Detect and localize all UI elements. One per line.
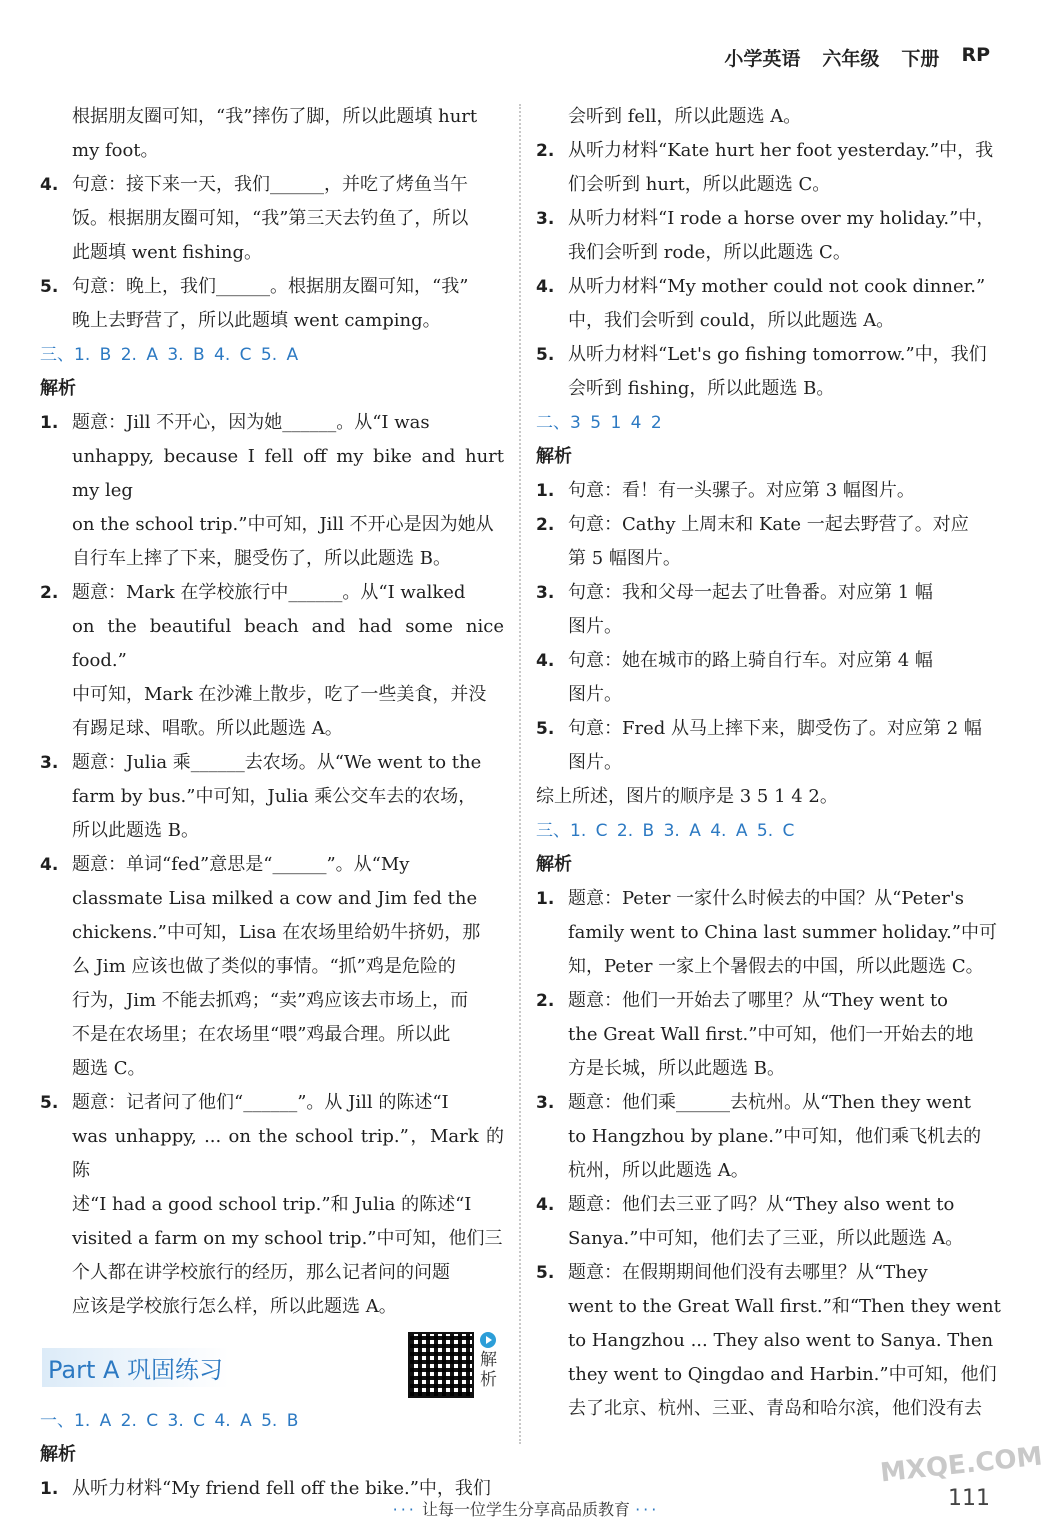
text-line: visited a farm on my school trip.”中可知，他们三 bbox=[72, 1228, 503, 1249]
text-line: 知，Peter 一家上个暑假去的中国，所以此题选 C。 bbox=[568, 956, 984, 977]
qr-code-icon[interactable] bbox=[408, 1332, 474, 1398]
header-subject: 小学英语 bbox=[724, 48, 801, 70]
text-line: 句意：接下来一天，我们______，并吃了烤鱼当午 bbox=[72, 174, 468, 195]
right-jiexi2-heading: 解析 bbox=[536, 854, 572, 875]
item-text bbox=[568, 270, 1002, 338]
text-line: to Hangzhou ... They also went to Sanya. Then bbox=[568, 1330, 994, 1351]
text-line: 方是长城，所以此题选 B。 bbox=[568, 1058, 785, 1079]
text-line: 题意：他们去三亚了吗？从“They also went to bbox=[568, 1194, 955, 1215]
right-section3-answer: 三、1. C 2. B 3. A 4. A 5. C bbox=[536, 821, 795, 841]
list-item bbox=[40, 1086, 504, 1324]
item-number: 4. bbox=[536, 1195, 555, 1215]
text-line: 会听到 fishing，所以此题选 B。 bbox=[568, 378, 835, 399]
item-number: 5. bbox=[536, 345, 555, 365]
text-line: classmate Lisa milked a cow and Jim fed the bbox=[72, 888, 478, 909]
header-grade: 六年级 bbox=[822, 48, 880, 70]
qr-label: 解析 bbox=[480, 1350, 497, 1390]
text-line: 图片。 bbox=[568, 752, 622, 773]
part-a-banner bbox=[40, 1330, 504, 1404]
list-item bbox=[536, 1188, 1002, 1256]
text-line: 杭州，所以此题选 A。 bbox=[568, 1160, 749, 1181]
item-number: 5. bbox=[536, 719, 555, 739]
item-text bbox=[568, 338, 1002, 406]
page-number: 111 bbox=[948, 1486, 990, 1511]
item-text bbox=[72, 576, 504, 746]
text-line: 题意：Peter 一家什么时候去的中国？从“Peter's bbox=[568, 888, 964, 909]
item-number: 2. bbox=[536, 515, 555, 535]
left-jiexi-heading: 解析 bbox=[40, 378, 76, 399]
header-volume: 下册 bbox=[901, 48, 940, 70]
list-item bbox=[40, 576, 504, 746]
text-line: 句意：Fred 从马上摔下来，脚受伤了。对应第 2 幅 bbox=[568, 718, 982, 739]
right-section3-items bbox=[536, 882, 1002, 1426]
text-line: Sanya.”中可知，他们去了三亚，所以此题选 A。 bbox=[568, 1228, 964, 1249]
item-number: 2. bbox=[536, 991, 555, 1011]
text-line: farm by bus.”中可知，Julia 乘公交车去的农场， bbox=[72, 786, 477, 807]
item-number: 4. bbox=[40, 175, 59, 195]
column-divider bbox=[519, 104, 521, 1444]
text-line: 题意：他们一开始去了哪里？从“They went to bbox=[568, 990, 949, 1011]
item-text bbox=[568, 202, 1002, 270]
text-line: chickens.”中可知，Lisa 在农场里给奶牛挤奶，那 bbox=[72, 922, 481, 943]
text-line: family went to China last summer holiday.”中可 bbox=[568, 922, 997, 943]
part-a-title: Part A 巩固练习 bbox=[42, 1348, 229, 1387]
text-line: 句意：看！有一头骡子。对应第 3 幅图片。 bbox=[568, 480, 915, 501]
watermark-logo: MXQE.COM bbox=[878, 1441, 1044, 1489]
item-number: 3. bbox=[40, 753, 59, 773]
text-line: they went to Qingdao and Harbin.”中可知，他们 bbox=[568, 1364, 997, 1385]
text-line: 个人都在讲学校旅行的经历，那么记者问的问题 bbox=[72, 1262, 450, 1283]
list-item bbox=[536, 644, 1002, 712]
right-section2-answer: 二、3 5 1 4 2 bbox=[536, 413, 662, 433]
list-item bbox=[40, 406, 504, 576]
item-number: 3. bbox=[536, 583, 555, 603]
item-number: 1. bbox=[40, 1479, 59, 1499]
text-line: 题意：在假期期间他们没有去哪里？从“They bbox=[568, 1262, 928, 1283]
text-line: 述“I had a good school trip.”和 Julia 的陈述“I bbox=[72, 1194, 472, 1215]
text-line: was unhappy, ... on the school trip.”，Mark 的陈 bbox=[72, 1126, 504, 1181]
text-line: 第 5 幅图片。 bbox=[568, 548, 681, 569]
list-item bbox=[536, 1086, 1002, 1188]
text-line: my foot。 bbox=[72, 140, 159, 161]
item-number: 4. bbox=[536, 277, 555, 297]
item-text bbox=[568, 1188, 1002, 1256]
list-item bbox=[40, 746, 504, 848]
text-line: on the beautiful beach and had some nice food.” bbox=[72, 616, 504, 671]
text-line: 题选 C。 bbox=[72, 1058, 146, 1079]
left-section3-answer: 三、1. B 2. A 3. B 4. C 5. A bbox=[40, 345, 299, 365]
item-text bbox=[568, 576, 1002, 644]
text-line: 么 Jim 应该也做了类似的事情。“抓”鸡是危险的 bbox=[72, 956, 456, 977]
text-line: 中可知，Mark 在沙滩上散步，吃了一些美食，并没 bbox=[72, 684, 487, 705]
text-line: unhappy, because I fell off my bike and hurt my leg bbox=[72, 446, 504, 501]
text-line: 题意：Mark 在学校旅行中______。从“I walked bbox=[72, 582, 466, 603]
item-number: 2. bbox=[536, 141, 555, 161]
text-line: 中，我们会听到 could，所以此题选 A。 bbox=[568, 310, 895, 331]
text-line: 从听力材料“Kate hurt her foot yesterday.”中，我 bbox=[568, 140, 994, 161]
right-section1-items bbox=[536, 134, 1002, 406]
text-line: 句意：Cathy 上周末和 Kate 一起去野营了。对应 bbox=[568, 514, 969, 535]
left-section3-items bbox=[40, 406, 504, 1324]
item-text bbox=[72, 1086, 504, 1324]
text-line: 图片。 bbox=[568, 684, 622, 705]
text-line: 们会听到 hurt，所以此题选 C。 bbox=[568, 174, 831, 195]
item-text bbox=[568, 882, 1002, 984]
list-item bbox=[536, 712, 1002, 780]
item-number: 4. bbox=[40, 855, 59, 875]
text-line: the Great Wall first.”中可知，他们一开始去的地 bbox=[568, 1024, 974, 1045]
text-line: 句意：她在城市的路上骑自行车。对应第 4 幅 bbox=[568, 650, 933, 671]
text-line: 题意：单词“fed”意思是“______”。从“My bbox=[72, 854, 410, 875]
text-line: 所以此题选 B。 bbox=[72, 820, 199, 841]
item-number: 3. bbox=[536, 1093, 555, 1113]
text-line: 图片。 bbox=[568, 616, 622, 637]
text-line: to Hangzhou by plane.”中可知，他们乘飞机去的 bbox=[568, 1126, 982, 1147]
list-item bbox=[536, 1256, 1002, 1426]
item-text bbox=[568, 1256, 1002, 1426]
header-edition: RP bbox=[961, 44, 990, 66]
list-item bbox=[536, 338, 1002, 406]
text-line: 题意：记者问了他们“______”。从 Jill 的陈述“I bbox=[72, 1092, 449, 1113]
list-item bbox=[536, 576, 1002, 644]
item-text bbox=[72, 168, 504, 270]
item-text bbox=[568, 712, 1002, 780]
text-line: 去了北京、杭州、三亚、青岛和哈尔滨，他们没有去 bbox=[568, 1398, 982, 1419]
list-item bbox=[40, 168, 504, 270]
item-text bbox=[72, 406, 504, 576]
right-jiexi-heading: 解析 bbox=[536, 446, 572, 467]
text-line: 有踢足球、唱歌。所以此题选 A。 bbox=[72, 718, 343, 739]
text-line: 饭。根据朋友圈可知，“我”第三天去钓鱼了，所以 bbox=[72, 208, 469, 229]
list-item bbox=[536, 984, 1002, 1086]
item-text bbox=[72, 746, 504, 848]
text-line: 从听力材料“I rode a horse over my holiday.”中， bbox=[568, 208, 995, 229]
right-continuation bbox=[536, 100, 1002, 134]
item-text bbox=[568, 134, 1002, 202]
list-item bbox=[536, 882, 1002, 984]
text-line: 句意：晚上，我们______。根据朋友圈可知，“我” bbox=[72, 276, 469, 297]
page-footer bbox=[0, 1497, 1052, 1520]
list-item bbox=[536, 134, 1002, 202]
item-text bbox=[568, 508, 1002, 576]
item-number: 1. bbox=[40, 413, 59, 433]
page-header bbox=[724, 44, 990, 71]
text-line: 题意：他们乘______去杭州。从“Then they went bbox=[568, 1092, 972, 1113]
text-line: 此题填 went fishing。 bbox=[72, 242, 263, 263]
text-line: 我们会听到 rode，所以此题选 C。 bbox=[568, 242, 851, 263]
item-text bbox=[568, 1086, 1002, 1188]
left-intro bbox=[40, 100, 504, 168]
text-line: 会听到 fell，所以此题选 A。 bbox=[568, 106, 802, 127]
text-line: went to the Great Wall first.”和“Then they went bbox=[568, 1296, 1001, 1317]
text-line: 从听力材料“Let's go fishing tomorrow.”中，我们 bbox=[568, 344, 987, 365]
list-item bbox=[536, 202, 1002, 270]
play-icon[interactable] bbox=[480, 1332, 496, 1348]
footer-dots-right: ··· bbox=[635, 1500, 660, 1519]
text-line: 晚上去野营了，所以此题填 went camping。 bbox=[72, 310, 441, 331]
text-line: 自行车上摔了下来，腿受伤了，所以此题选 B。 bbox=[72, 548, 451, 569]
list-item bbox=[536, 474, 1002, 508]
item-text bbox=[72, 270, 504, 338]
item-text bbox=[568, 644, 1002, 712]
list-item bbox=[536, 508, 1002, 576]
left-section1b-answer: 一、1. A 2. C 3. C 4. A 5. B bbox=[40, 1411, 299, 1431]
text-line: 从听力材料“My mother could not cook dinner.” bbox=[568, 276, 986, 297]
text-line: 行为，Jim 不能去抓鸡；“卖”鸡应该去市场上，而 bbox=[72, 990, 469, 1011]
item-number: 4. bbox=[536, 651, 555, 671]
item-number: 2. bbox=[40, 583, 59, 603]
footer-slogan: 让每一位学生分享高品质教育 bbox=[421, 1500, 630, 1519]
left-jiexi2-heading: 解析 bbox=[40, 1444, 76, 1465]
list-item bbox=[536, 270, 1002, 338]
right-column bbox=[536, 100, 1002, 1426]
item-number: 5. bbox=[40, 1093, 59, 1113]
text-line: 题意：Julia 乘______去农场。从“We went to the bbox=[72, 752, 482, 773]
text-line: 根据朋友圈可知，“我”摔伤了脚，所以此题填 hurt bbox=[72, 106, 478, 127]
item-number: 1. bbox=[536, 481, 555, 501]
list-item bbox=[40, 848, 504, 1086]
footer-dots-left: ··· bbox=[392, 1500, 417, 1519]
item-text bbox=[568, 474, 1002, 508]
item-number: 3. bbox=[536, 209, 555, 229]
text-line: on the school trip.”中可知，Jill 不开心是因为她从 bbox=[72, 514, 494, 535]
item-number: 5. bbox=[40, 277, 59, 297]
list-item bbox=[40, 270, 504, 338]
item-text bbox=[568, 984, 1002, 1086]
item-number: 1. bbox=[536, 889, 555, 909]
right-summary: 综上所述，图片的顺序是 3 5 1 4 2。 bbox=[536, 786, 838, 807]
item-text bbox=[72, 848, 504, 1086]
item-number: 5. bbox=[536, 1263, 555, 1283]
text-line: 从听力材料“My friend fell off the bike.”中，我们 bbox=[72, 1478, 491, 1499]
text-line: 句意：我和父母一起去了吐鲁番。对应第 1 幅 bbox=[568, 582, 933, 603]
text-line: 不是在农场里；在农场里“喂”鸡最合理。所以此 bbox=[72, 1024, 451, 1045]
left-column bbox=[40, 100, 504, 1506]
right-section2-items bbox=[536, 474, 1002, 780]
left-section1-items bbox=[40, 168, 504, 338]
text-line: 题意：Jill 不开心，因为她______。从“I was bbox=[72, 412, 430, 433]
text-line: 应该是学校旅行怎么样，所以此题选 A。 bbox=[72, 1296, 397, 1317]
